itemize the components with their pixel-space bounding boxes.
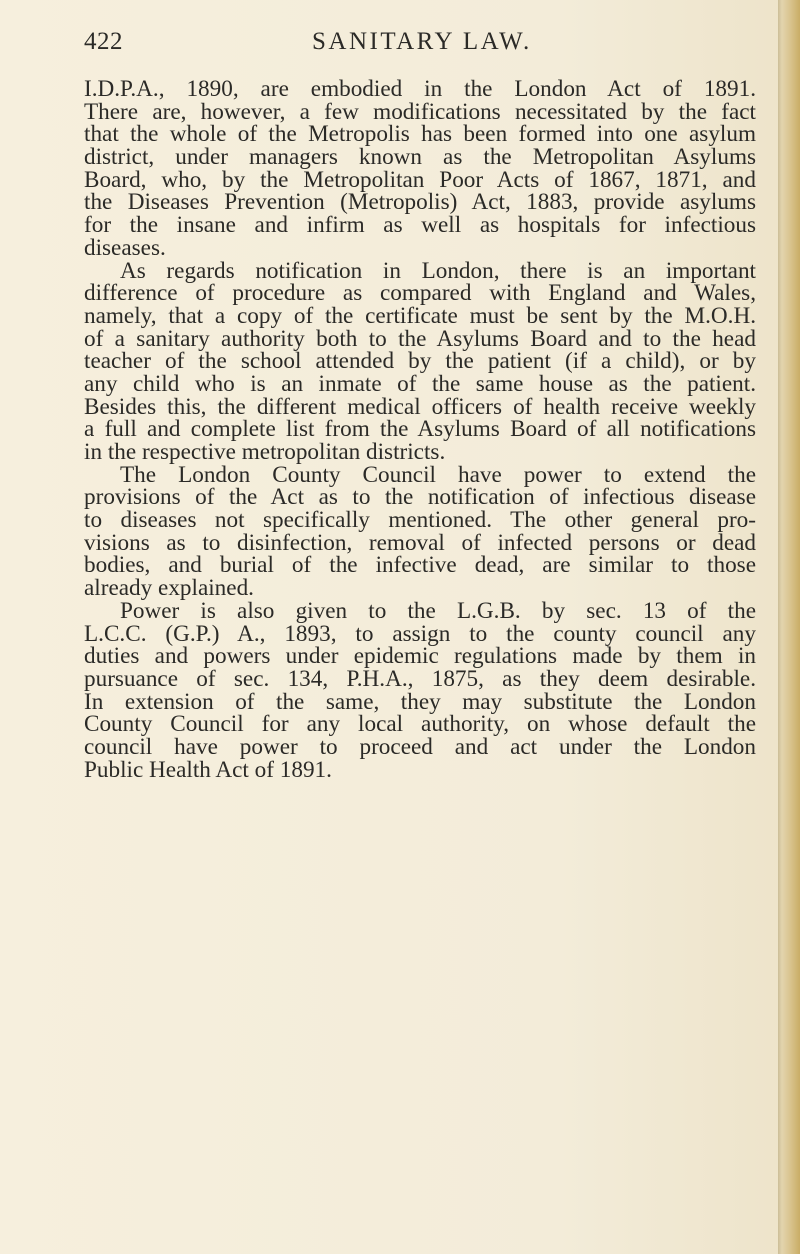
page-header <box>84 28 744 62</box>
text-line: the Diseases Prevention (Metropolis) Act, 1883, provide asylums <box>84 189 756 216</box>
text-line: district, under managers known as the Metropolitan Asylums <box>84 144 756 171</box>
text-line: provisions of the Act as to the notification of infectious disease <box>84 484 756 511</box>
text-line: L.C.C. (G.P.) A., 1893, to assign to the county council any <box>84 620 756 647</box>
text-line: that the whole of the Metropolis has been formed into one asylum <box>84 121 756 148</box>
text-line: to diseases not specifically mentioned. The other general pro- <box>84 507 756 534</box>
body-text <box>84 78 756 781</box>
text-line: pursuance of sec. 134, P.H.A., 1875, as they deem desirable. <box>84 665 756 692</box>
text-line: teacher of the school attended by the patient (if a child), or by <box>84 348 756 375</box>
text-line: any child who is an inmate of the same house as the patient. <box>84 370 756 397</box>
text-line: Public Health Act of 1891. <box>84 756 332 783</box>
text-line: for the insane and infirm as well as hospitals for infectious <box>84 212 756 239</box>
page-edge <box>778 0 800 1254</box>
text-line: In extension of the same, they may substitute the London <box>84 688 756 715</box>
text-line: I.D.P.A., 1890, are embodied in the London Act of 1891. <box>84 76 756 102</box>
text-line: difference of procedure as compared with England and Wales, <box>84 280 756 307</box>
text-line: County Council for any local authority, on whose default the <box>84 711 756 738</box>
page-number: 422 <box>84 28 123 55</box>
text-line: of a sanitary authority both to the Asylums Board and to the head <box>84 325 756 352</box>
text-line: already explained. <box>84 575 254 602</box>
text-line: duties and powers under epidemic regulations made by them in <box>84 643 756 670</box>
text-line: diseases. <box>84 234 166 261</box>
text-line: bodies, and burial of the infective dead, are similar to those <box>84 552 756 579</box>
paragraph-start-line: As regards notification in London, there is an important <box>120 257 756 284</box>
text-line: Besides this, the different medical officers of health receive weekly <box>84 393 756 420</box>
text-line: a full and complete list from the Asylums Board of all notifications <box>84 416 756 443</box>
paragraph-start-line: The London County Council have power to extend the <box>120 461 756 488</box>
text-line: in the respective metropolitan districts. <box>84 439 446 465</box>
running-head: SANITARY LAW. <box>312 28 532 55</box>
text-line: council have power to proceed and act under the London <box>84 733 756 760</box>
text-line: There are, however, a few modifications necessitated by the fact <box>84 98 756 125</box>
text-line: namely, that a copy of the certificate must be sent by the M.O.H. <box>84 302 756 329</box>
text-line: Board, who, by the Metropolitan Poor Acts of 1867, 1871, and <box>84 166 756 193</box>
paragraph-start-line: Power is also given to the L.G.B. by sec. 13 of the <box>120 597 756 624</box>
text-line: visions as to disinfection, removal of infected persons or dead <box>84 529 756 556</box>
